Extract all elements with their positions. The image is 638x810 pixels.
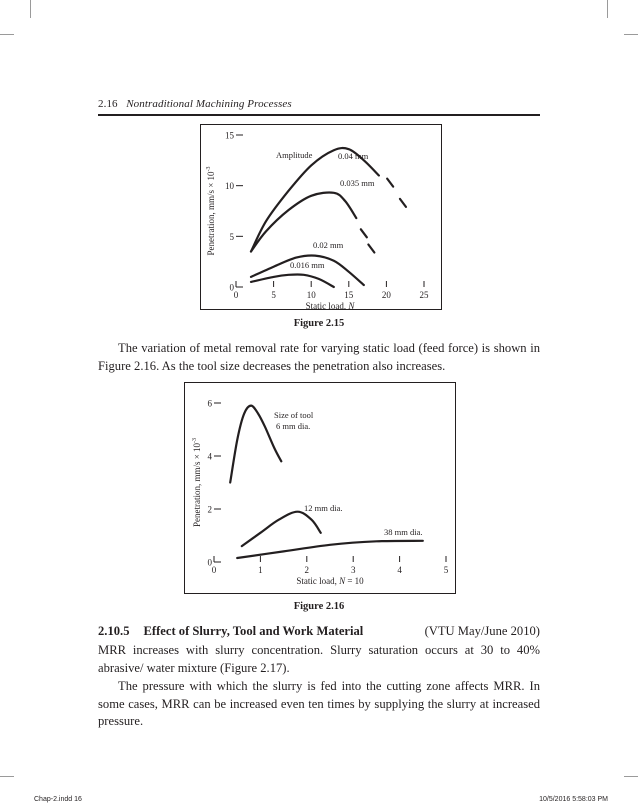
y-axis-label-exponent: -3 [206,166,212,172]
figure-2-15 [200,124,442,310]
y-tick-label: 6 [207,398,212,409]
series-line [237,541,423,558]
y-tick-label: 4 [207,451,212,462]
x-tick-label: 5 [271,290,276,300]
x-axis-label-symbol: N [339,576,346,586]
paragraph-2: MRR increases with slurry concentration. Slurry saturation occurs at 30 to 40% abrasive/ water mixture (Figure 2.17). [98,643,540,675]
x-tick-label: 1 [258,565,263,575]
y-axis-label: Penetration, $mm/s \times 10^{-3}$ [206,166,216,256]
figure-2-16 [184,382,456,594]
legend-title: Amplitude [276,150,313,160]
y-tick-label: 15 [225,130,234,141]
chart-frame [185,383,456,594]
figure-2-16-caption: Figure 2.16 [293,601,345,612]
crop-mark [0,776,14,777]
series-line [251,148,379,251]
paragraph-3: The pressure with which the slurry is fed into the cutting zone affects MRR. In some cases, MRR can be increased even ten times by supplying the slurry at increased pressure. [98,679,540,728]
footer-file: Chap-2.indd 16 [34,796,82,803]
crop-mark [0,34,14,35]
series-label: 12 mm dia. [304,503,343,513]
x-tick-label: 0 [211,565,217,575]
section-number: 2.10.5 [98,624,130,638]
crop-mark [624,34,638,35]
y-tick-label: 0 [207,557,212,568]
series-label: 0.02 mm [313,240,344,250]
section-title [98,624,363,639]
y-axis-label: Penetration, $mm/s \times 10^{-3}$ [192,437,202,528]
page-number: 2.16 [98,98,118,110]
section-title-text: Effect of Slurry, Tool and Work Material [143,624,364,638]
series-dash [361,229,367,237]
x-tick-label: 20 [381,290,391,300]
figure-2-15-chart [200,124,442,310]
section-heading [98,624,540,639]
series-label: 38 mm dia. [384,527,423,537]
x-tick-label: 15 [344,290,354,300]
running-head [98,98,292,110]
series-label: 0.016 mm [290,260,325,270]
x-tick-label: 5 [443,565,449,575]
book-title: Nontraditional Machining Processes [126,98,292,110]
series-dash [387,179,393,187]
series-label: 6 mm dia. [276,421,311,431]
crop-mark [624,776,638,777]
x-tick-label: 4 [397,565,402,575]
footer-timestamp: 10/5/2016 5:58:03 PM [539,796,608,803]
y-tick-label: 2 [207,504,212,515]
x-tick-label: 3 [350,565,356,575]
series-label: Size of tool [274,410,314,420]
series-line [251,274,334,287]
series-label: 0.04 mm [338,151,369,161]
y-axis-label-exponent: -3 [192,437,198,443]
header-rule [98,114,540,116]
figure-2-16-chart [184,382,456,594]
x-tick-label: 25 [419,290,429,300]
x-tick-label: 2 [304,565,310,575]
x-tick-label: 0 [233,290,239,300]
figure-2-15-caption: Figure 2.15 [293,318,345,329]
x-axis-label: Static load, N [305,301,355,310]
chart-frame [201,125,442,310]
series-line [242,512,321,546]
x-axis-label: Static load, N = 10 [296,576,364,586]
crop-mark [607,0,608,18]
section-source: (VTU May/June 2010) [424,624,540,638]
crop-mark [30,0,31,18]
y-tick-label: 0 [229,282,234,293]
y-tick-label: 5 [229,231,234,242]
series-dash [400,199,406,207]
series-dash [368,244,374,252]
x-tick-label: 10 [306,290,316,300]
y-tick-label: 10 [225,181,234,192]
paragraph-1: The variation of metal removal rate for varying static load (feed force) is shown in Figure 2.16. As the tool size decreases the penetration also increases. [98,341,540,373]
x-axis-label-rest: = 10 [345,576,364,586]
series-label: 0.035 mm [340,178,375,188]
x-axis-label-symbol: N [348,301,355,310]
